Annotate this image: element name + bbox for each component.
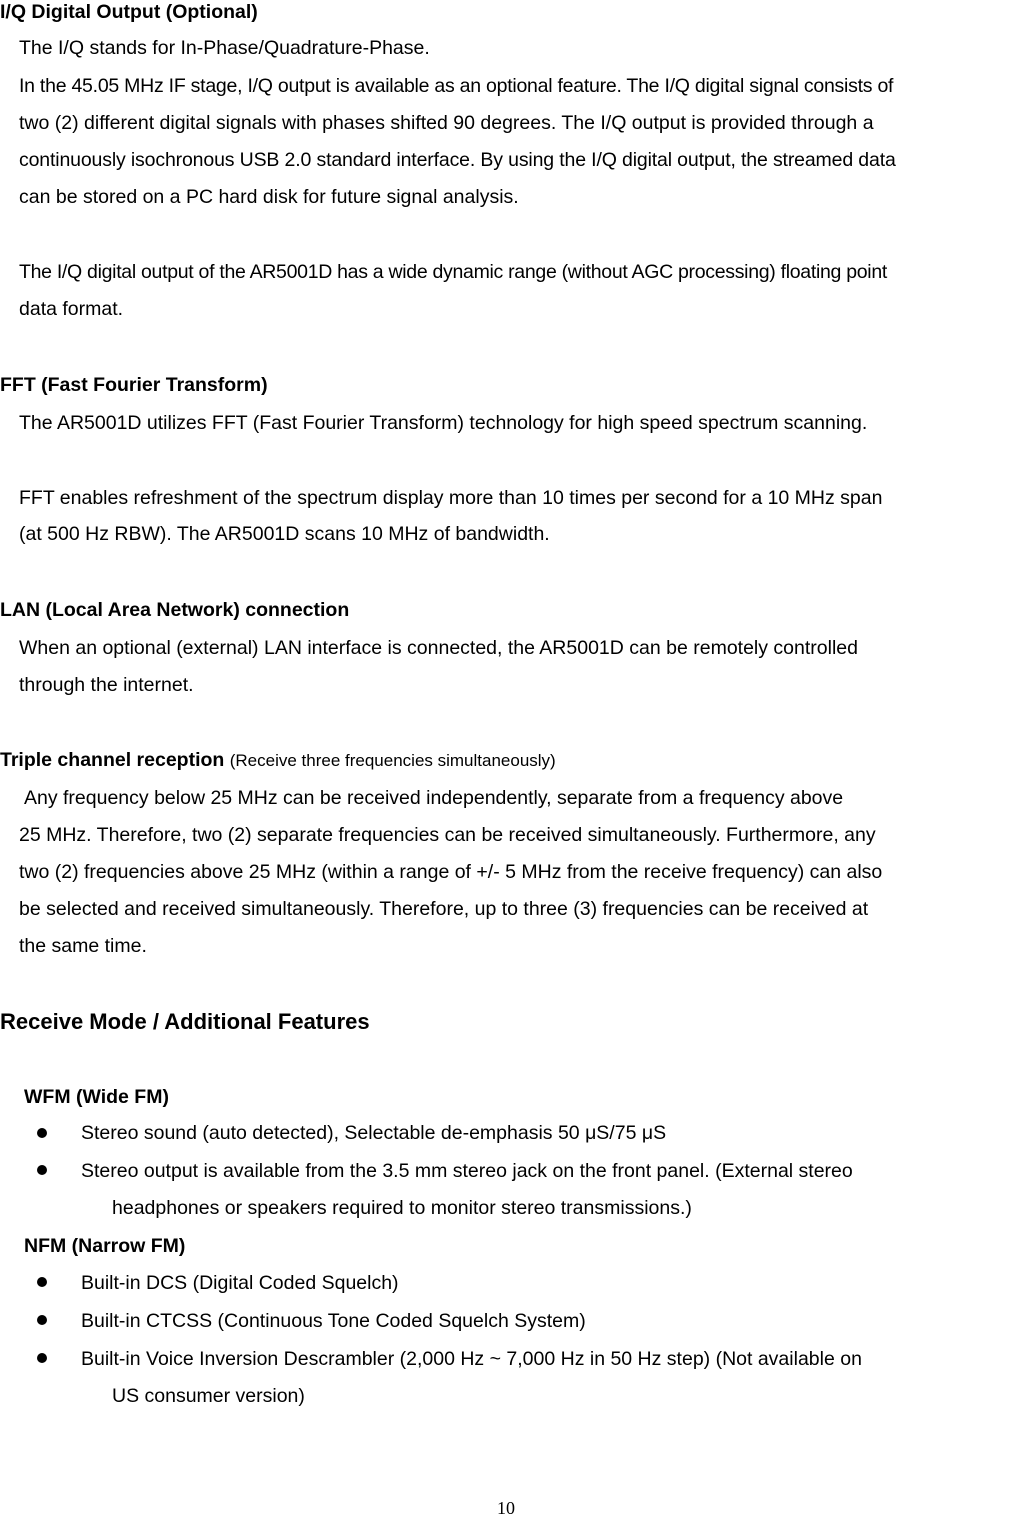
iq-line: In the 45.05 MHz IF stage, I/Q output is available as an optional feature. The I/Q digital signal consists of <box>19 75 894 97</box>
lan-line: through the internet. <box>19 674 194 696</box>
triple-heading-row <box>0 748 556 773</box>
bullet-dot <box>37 1315 47 1325</box>
iq-line: two (2) different digital signals with phases shifted 90 degrees. The I/Q output is provided through a <box>19 112 874 134</box>
nfm-bullet: Built-in CTCSS (Continuous Tone Coded Squelch System) <box>81 1310 586 1332</box>
triple-line: Any frequency below 25 MHz can be received independently, separate from a frequency above <box>24 787 844 809</box>
nfm-bullet: Built-in DCS (Digital Coded Squelch) <box>81 1272 399 1294</box>
wfm-bullet: Stereo output is available from the 3.5 mm stereo jack on the front panel. (External stereo <box>81 1160 853 1182</box>
fft-heading: FFT (Fast Fourier Transform) <box>0 374 268 396</box>
iq-heading: I/Q Digital Output (Optional) <box>0 1 258 23</box>
lan-heading: LAN (Local Area Network) connection <box>0 599 350 621</box>
triple-heading: Triple channel reception <box>0 749 225 771</box>
triple-subheading: (Receive three frequencies simultaneously) <box>229 751 556 770</box>
iq-line: The I/Q digital output of the AR5001D has a wide dynamic range (without AGC processing) floating point <box>19 261 887 283</box>
lan-line: When an optional (external) LAN interface is connected, the AR5001D can be remotely controlled <box>19 637 858 659</box>
iq-line: can be stored on a PC hard disk for future signal analysis. <box>19 186 519 208</box>
bullet-dot <box>37 1165 47 1175</box>
wfm-heading: WFM (Wide FM) <box>24 1086 169 1108</box>
iq-line: data format. <box>19 298 124 320</box>
triple-line: 25 MHz. Therefore, two (2) separate frequencies can be received simultaneously. Furthermore, any <box>19 824 876 846</box>
bullet-dot <box>37 1128 47 1138</box>
bullet-dot <box>37 1353 47 1363</box>
nfm-bullet-continuation: US consumer version) <box>112 1385 305 1407</box>
bullet-dot <box>37 1277 47 1287</box>
fft-line: FFT enables refreshment of the spectrum display more than 10 times per second for a 10 MHz span <box>19 487 883 509</box>
nfm-bullet: Built-in Voice Inversion Descrambler (2,000 Hz ~ 7,000 Hz in 50 Hz step) (Not available on <box>81 1348 862 1370</box>
triple-line: the same time. <box>19 935 147 957</box>
wfm-bullet-continuation: headphones or speakers required to monitor stereo transmissions.) <box>112 1197 692 1219</box>
triple-line: be selected and received simultaneously. Therefore, up to three (3) frequencies can be received at <box>19 898 869 920</box>
fft-line: (at 500 Hz RBW). The AR5001D scans 10 MHz of bandwidth. <box>19 523 550 545</box>
page-number: 10 <box>497 1498 515 1518</box>
fft-line: The AR5001D utilizes FFT (Fast Fourier Transform) technology for high speed spectrum scanning. <box>19 412 868 434</box>
iq-line: continuously isochronous USB 2.0 standard interface. By using the I/Q digital output, the streamed data <box>19 149 896 171</box>
iq-line: The I/Q stands for In-Phase/Quadrature-Phase. <box>19 37 430 59</box>
nfm-heading: NFM (Narrow FM) <box>24 1235 186 1257</box>
triple-line: two (2) frequencies above 25 MHz (within a range of +/- 5 MHz from the receive frequency) can also <box>19 861 883 883</box>
receive-mode-heading: Receive Mode / Additional Features <box>0 1009 370 1034</box>
wfm-bullet: Stereo sound (auto detected), Selectable de-emphasis 50 μS/75 μS <box>81 1122 667 1144</box>
